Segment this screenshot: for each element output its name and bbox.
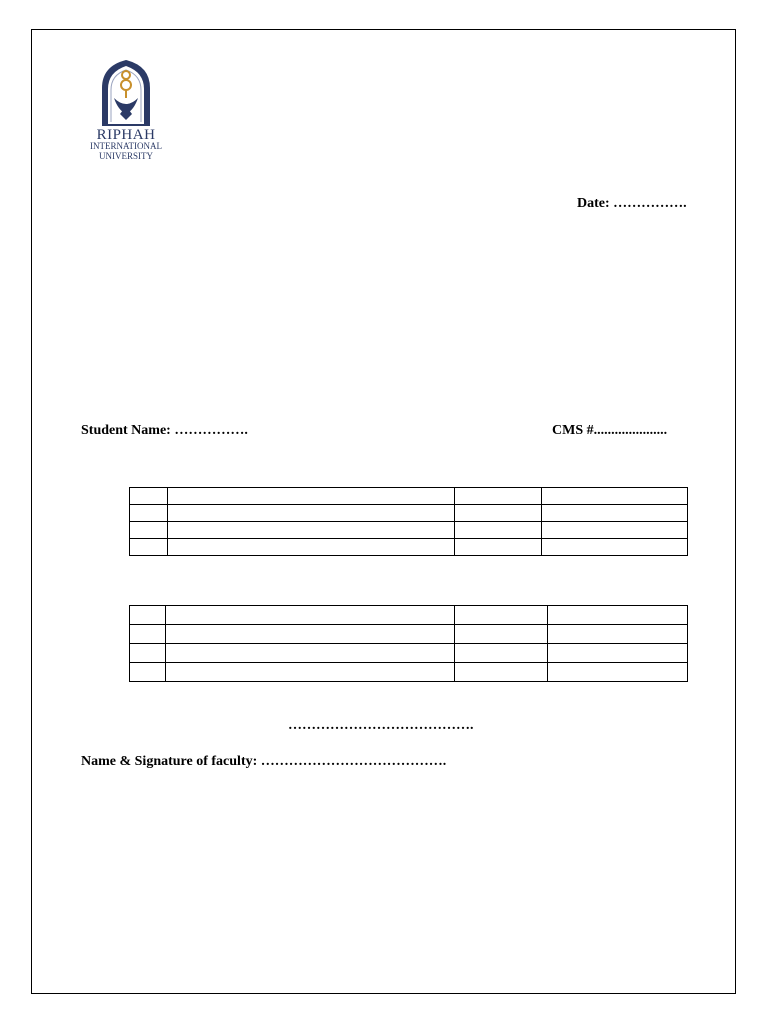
table-1 — [129, 487, 688, 556]
table-cell[interactable] — [542, 488, 688, 505]
table-cell[interactable] — [542, 505, 688, 522]
cms-line — [552, 423, 667, 439]
table-cell[interactable] — [455, 644, 548, 663]
student-name-line — [81, 423, 248, 439]
cms-label: CMS # — [552, 423, 594, 438]
table-cell[interactable] — [455, 522, 542, 539]
table-cell[interactable] — [455, 625, 548, 644]
table-cell[interactable] — [130, 625, 166, 644]
table-cell[interactable] — [130, 505, 168, 522]
student-name-field[interactable]: ……………. — [174, 423, 248, 438]
table-row — [130, 539, 688, 556]
table-row — [130, 505, 688, 522]
faculty-signature-line — [81, 754, 446, 770]
table-cell[interactable] — [168, 488, 455, 505]
table-cell[interactable] — [168, 505, 455, 522]
table-cell[interactable] — [542, 522, 688, 539]
table-row — [130, 644, 688, 663]
table-cell[interactable] — [542, 539, 688, 556]
faculty-signature-field[interactable]: …………………………………. — [260, 754, 447, 769]
table-cell[interactable] — [455, 663, 548, 682]
table-cell[interactable] — [455, 488, 542, 505]
table-cell[interactable] — [130, 539, 168, 556]
logo-name: RIPHAH — [96, 127, 156, 143]
table-cell[interactable] — [455, 505, 542, 522]
crest-icon — [92, 58, 160, 128]
table-cell[interactable] — [166, 625, 455, 644]
table-cell[interactable] — [548, 663, 688, 682]
logo-subtitle-1: INTERNATIONAL — [90, 141, 162, 151]
table-row — [130, 488, 688, 505]
date-line — [577, 196, 687, 212]
table-cell[interactable] — [168, 522, 455, 539]
student-name-label: Student Name: — [81, 423, 171, 438]
table-cell[interactable] — [166, 606, 455, 625]
table-cell[interactable] — [130, 606, 166, 625]
signature-dots[interactable]: …………………………………. — [288, 718, 474, 733]
table-cell[interactable] — [548, 606, 688, 625]
table-row — [130, 663, 688, 682]
date-field[interactable]: ……………. — [613, 196, 687, 211]
table-row — [130, 606, 688, 625]
table-cell[interactable] — [548, 625, 688, 644]
table-cell[interactable] — [455, 606, 548, 625]
table-cell[interactable] — [130, 663, 166, 682]
table-cell[interactable] — [130, 488, 168, 505]
logo-subtitle-2: UNIVERSITY — [99, 151, 153, 161]
table-cell[interactable] — [548, 644, 688, 663]
table-cell[interactable] — [168, 539, 455, 556]
table-2 — [129, 605, 688, 682]
university-logo — [82, 58, 170, 166]
date-label: Date: — [577, 196, 610, 211]
cms-field[interactable]: ..................... — [593, 423, 668, 438]
table-row — [130, 522, 688, 539]
table-cell[interactable] — [130, 522, 168, 539]
table-cell[interactable] — [130, 644, 166, 663]
table-cell[interactable] — [166, 663, 455, 682]
table-cell[interactable] — [166, 644, 455, 663]
table-row — [130, 625, 688, 644]
table-cell[interactable] — [455, 539, 542, 556]
faculty-label: Name & Signature of faculty: — [81, 754, 258, 769]
